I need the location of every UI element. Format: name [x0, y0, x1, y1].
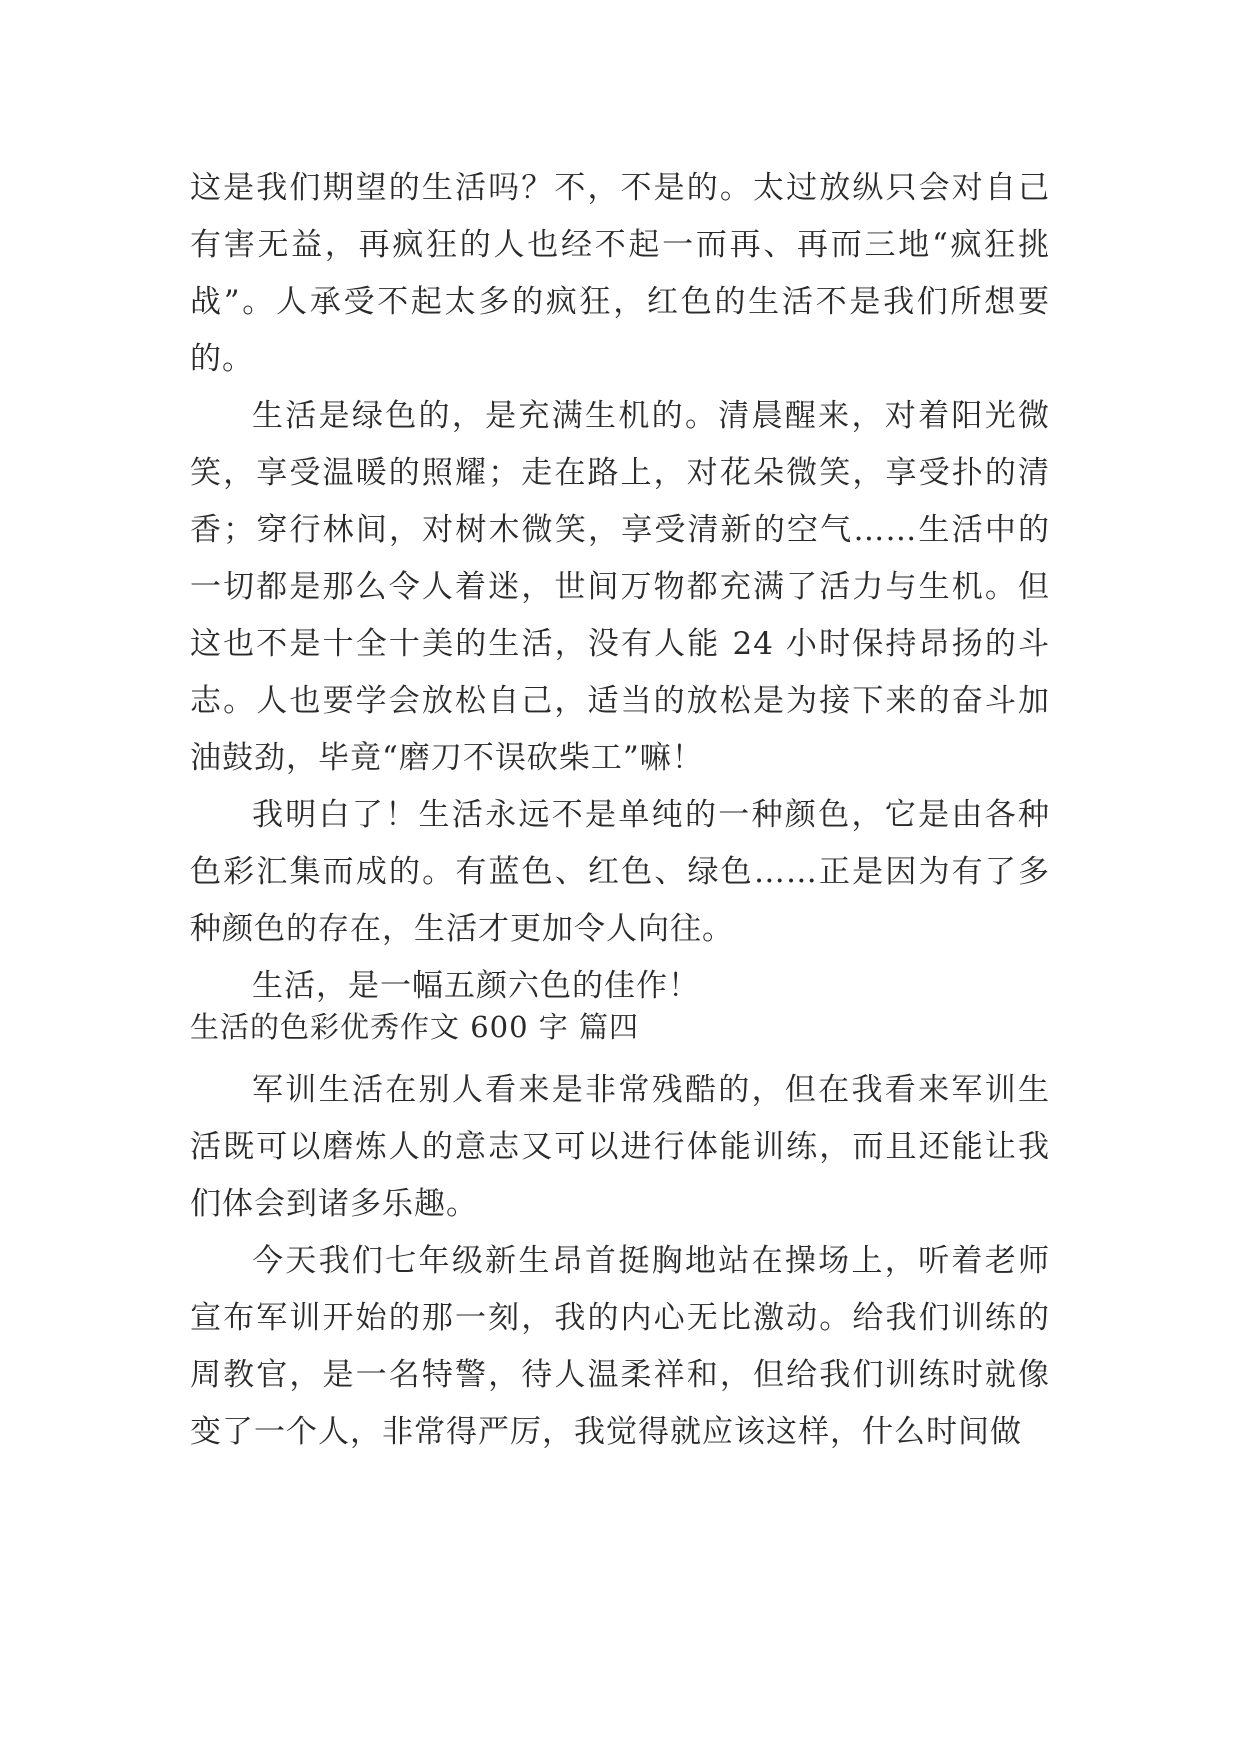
- paragraph: 这是我们期望的生活吗？不，不是的。太过放纵只会对自己有害无益，再疯狂的人也经不起一而再、再而三地“疯狂挑战”。人承受不起太多的疯狂，红色的生活不是我们所想要的。: [190, 170, 1050, 377]
- essay-text-block-2: [190, 1062, 1050, 1461]
- paragraph: 我明白了！生活永远不是单纯的一种颜色，它是由各种色彩汇集而成的。有蓝色、红色、绿色……正是因为有了多种颜色的存在，生活才更加令人向往。: [190, 797, 1050, 947]
- paragraph: 生活，是一幅五颜六色的佳作！: [252, 968, 700, 1004]
- section-heading: 生活的色彩优秀作文 600 字 篇四: [190, 1010, 640, 1044]
- paragraph: 军训生活在别人看来是非常残酷的，但在我看来军训生活既可以磨炼人的意志又可以进行体能训练，而且还能让我们体会到诸多乐趣。: [190, 1072, 1050, 1222]
- paragraph: 生活是绿色的，是充满生机的。清晨醒来，对着阳光微笑，享受温暖的照耀；走在路上，对花朵微笑，享受扑的清香；穿行林间，对树木微笑，享受清新的空气……生活中的一切都是那么令人着迷，世间万物都充满了活力与生机。但这也不是十全十美的生活，没有人能 24 小时保持昂扬的斗志。人也要学会放松自己，适当的放松是为接下来的奋斗加油鼓劲，毕竟“磨刀不误砍柴工”嘛！: [190, 398, 1050, 776]
- paragraph: 今天我们七年级新生昂首挺胸地站在操场上，听着老师宣布军训开始的那一刻，我的内心无比激动。给我们训练的周教官，是一名特警，待人温柔祥和，但给我们训练时就像变了一个人，非常得严厉，我觉得就应该这样，什么时间做: [190, 1243, 1050, 1450]
- essay-text-block-1: [190, 160, 1050, 1015]
